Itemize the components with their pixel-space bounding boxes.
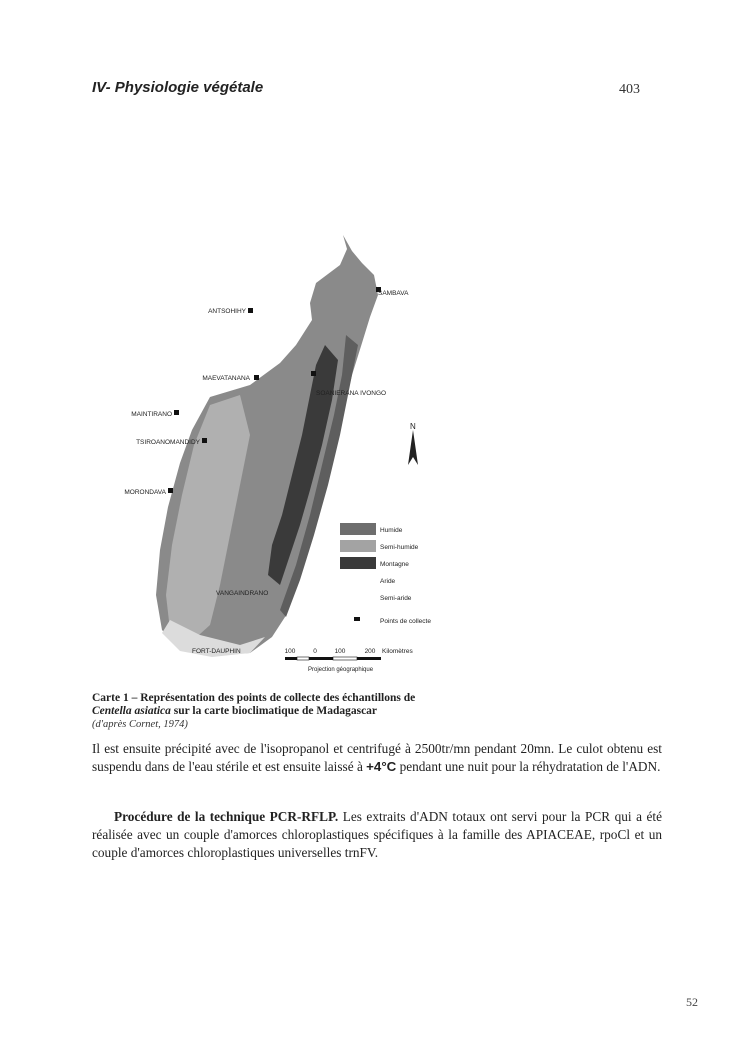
paragraph-rehydration (92, 740, 662, 776)
legend-label: Montagne (380, 561, 409, 568)
section-header: IV- Physiologie végétale (92, 79, 264, 96)
legend-swatch (354, 617, 360, 621)
town-label: VANGAINDRANO (216, 590, 269, 597)
p2-text: Les extraits d'ADN totaux ont servi pour la PCR qui a été réalisée avec un couple d'amorces chloroplastiques spécifiques à la famille des APIACEAE, rpoCl et un couple d'amorces chloroplastiques universelles trnFV. (92, 809, 662, 860)
north-arrow-icon (408, 422, 418, 465)
caption-prefix: Carte 1 – Représentation des points de collecte des échantillons de (92, 692, 416, 704)
town-label: SOANIERANA IVONGO (316, 390, 387, 397)
town-label: MAEVATANANA (202, 375, 250, 382)
legend-swatch (340, 540, 376, 552)
caption-source: (d'après Cornet, 1974) (92, 719, 188, 730)
p2-heading: Procédure de la technique PCR-RFLP. (114, 809, 339, 824)
caption-suffix: sur la carte bioclimatique de Madagascar (170, 705, 378, 717)
town-label: TSIROANOMANDIDY (136, 439, 200, 446)
p1-text-b: pendant une nuit pour la réhydratation de l'ADN. (396, 759, 661, 774)
scale-bar (285, 648, 414, 673)
scale-tick: 0 (313, 648, 317, 655)
scale-tick: 100 (284, 648, 296, 655)
collection-point (174, 410, 179, 415)
collection-point (254, 375, 259, 380)
legend-label: Points de collecte (380, 618, 431, 625)
scale-unit: Kilomètres (382, 648, 413, 655)
legend-label: Semi-humide (380, 544, 419, 551)
map-legend (340, 523, 431, 625)
town-label: SAMBAVA (378, 290, 409, 297)
collection-point (248, 308, 253, 313)
figure-caption (92, 692, 452, 731)
p1-temperature: +4°C (366, 759, 397, 774)
collection-point (168, 488, 173, 493)
north-label: N (410, 422, 416, 431)
legend-label: Aride (380, 578, 396, 585)
collection-point (202, 438, 207, 443)
paragraph-pcr-rflp (92, 808, 662, 862)
scale-projection: Projection géographique (308, 667, 374, 673)
scale-tick: 100 (334, 648, 346, 655)
p1-text-a: Il est ensuite précipité avec de l'isopropanol et centrifugé à 2500tr/mn pendant 20mn. Le culot obtenu est suspendu dans de l'eau stérile et est ensuite laissé à (92, 741, 662, 774)
madagascar-map (100, 225, 450, 685)
town-label: ANTSOHIHY (208, 308, 246, 315)
page-number-bottom: 52 (686, 995, 698, 1009)
page-number-top: 403 (619, 82, 640, 97)
legend-swatch (340, 557, 376, 569)
scale-tick: 200 (364, 648, 376, 655)
legend-swatch (340, 523, 376, 535)
legend-label: Semi-aride (380, 595, 412, 602)
caption-species: Centella asiatica (92, 705, 171, 717)
collection-point (311, 371, 316, 376)
legend-label: Humide (380, 527, 403, 534)
town-label: MAINTIRANO (131, 411, 172, 418)
town-label: FORT-DAUPHIN (192, 648, 241, 655)
town-label: MORONDAVA (124, 489, 166, 496)
